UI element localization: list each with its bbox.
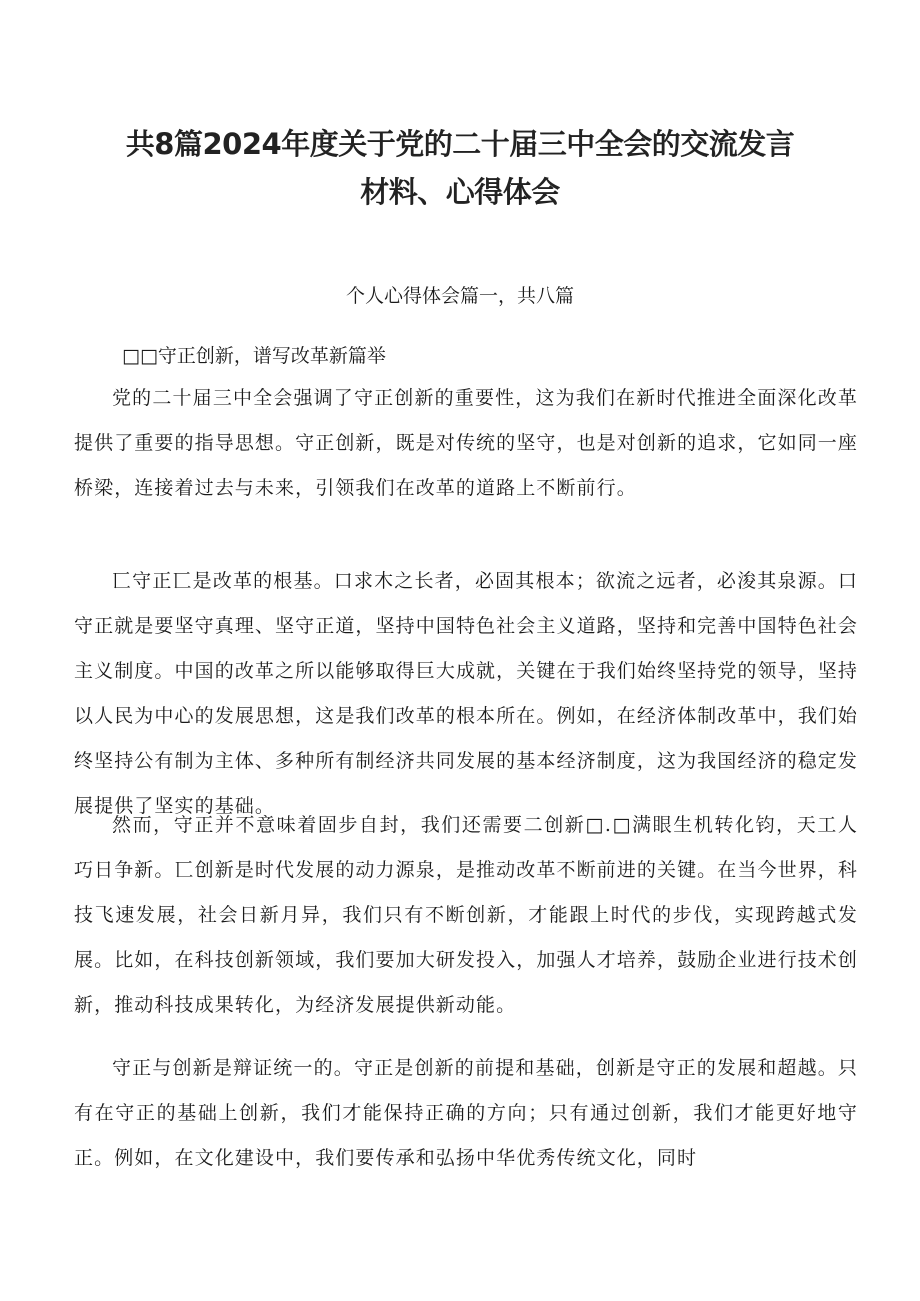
section-subtitle: 个人心得体会篇一，共八篇 [345,285,574,307]
document-title-line-2: 材料、心得体会 [360,175,560,209]
body-paragraph-4: 守正与创新是辩证统一的。守正是创新的前提和基础，创新是守正的发展和超越。只有在守正的基础上创新，我们才能保持正确的方向；只有通过创新，我们才能更好地守正。例如，在文化建设中，我们要传承和弘扬中华优秀传统文化，同时 [74,1057,858,1169]
body-paragraph-1: 党的二十届三中全会强调了守正创新的重要性，这为我们在新时代推进全面深化改革提供了重要的指导思想。守正创新，既是对传统的坚守，也是对创新的追求，它如同一座桥梁，连接着过去与未来，引领我们在改革的道路上不断前行。 [74,387,858,499]
body-paragraph-2: 匸守正匸是改革的根基。口求木之长者，必固其根本；欲流之远者，必浚其泉源。口守正就是要坚守真理、坚守正道，坚持中国特色社会主义道路，坚持和完善中国特色社会主义制度。中国的改革之所以能够取得巨大成就，关键在于我们始终坚持党的领导，坚持以人民为中心的发展思想，这是我们改革的根本所在。例如，在经济体制改革中，我们始终坚持公有制为主体、多种所有制经济共同发展的基本经济制度，这为我国经济的稳定发展提供了坚实的基础。 [74,570,858,817]
body-paragraph-3: 然而，守正并不意味着固步自封，我们还需要二创新□.□满眼生机转化钧，天工人巧日争新。匸创新是时代发展的动力源泉，是推动改革不断前进的关键。在当今世界，科技飞速发展，社会日新月异，我们只有不断创新，才能跟上时代的步伐，实现跨越式发展。比如，在科技创新领域，我们要加大研发投入，加强人才培养，鼓励企业进行技术创新，推动科技成果转化，为经济发展提供新动能。 [74,814,858,1016]
document-title-line-1: 共8篇2024年度关于党的二十届三中全会的交流发言 [125,127,795,161]
section-heading: □□守正创新，谱写改革新篇举 [122,345,386,367]
